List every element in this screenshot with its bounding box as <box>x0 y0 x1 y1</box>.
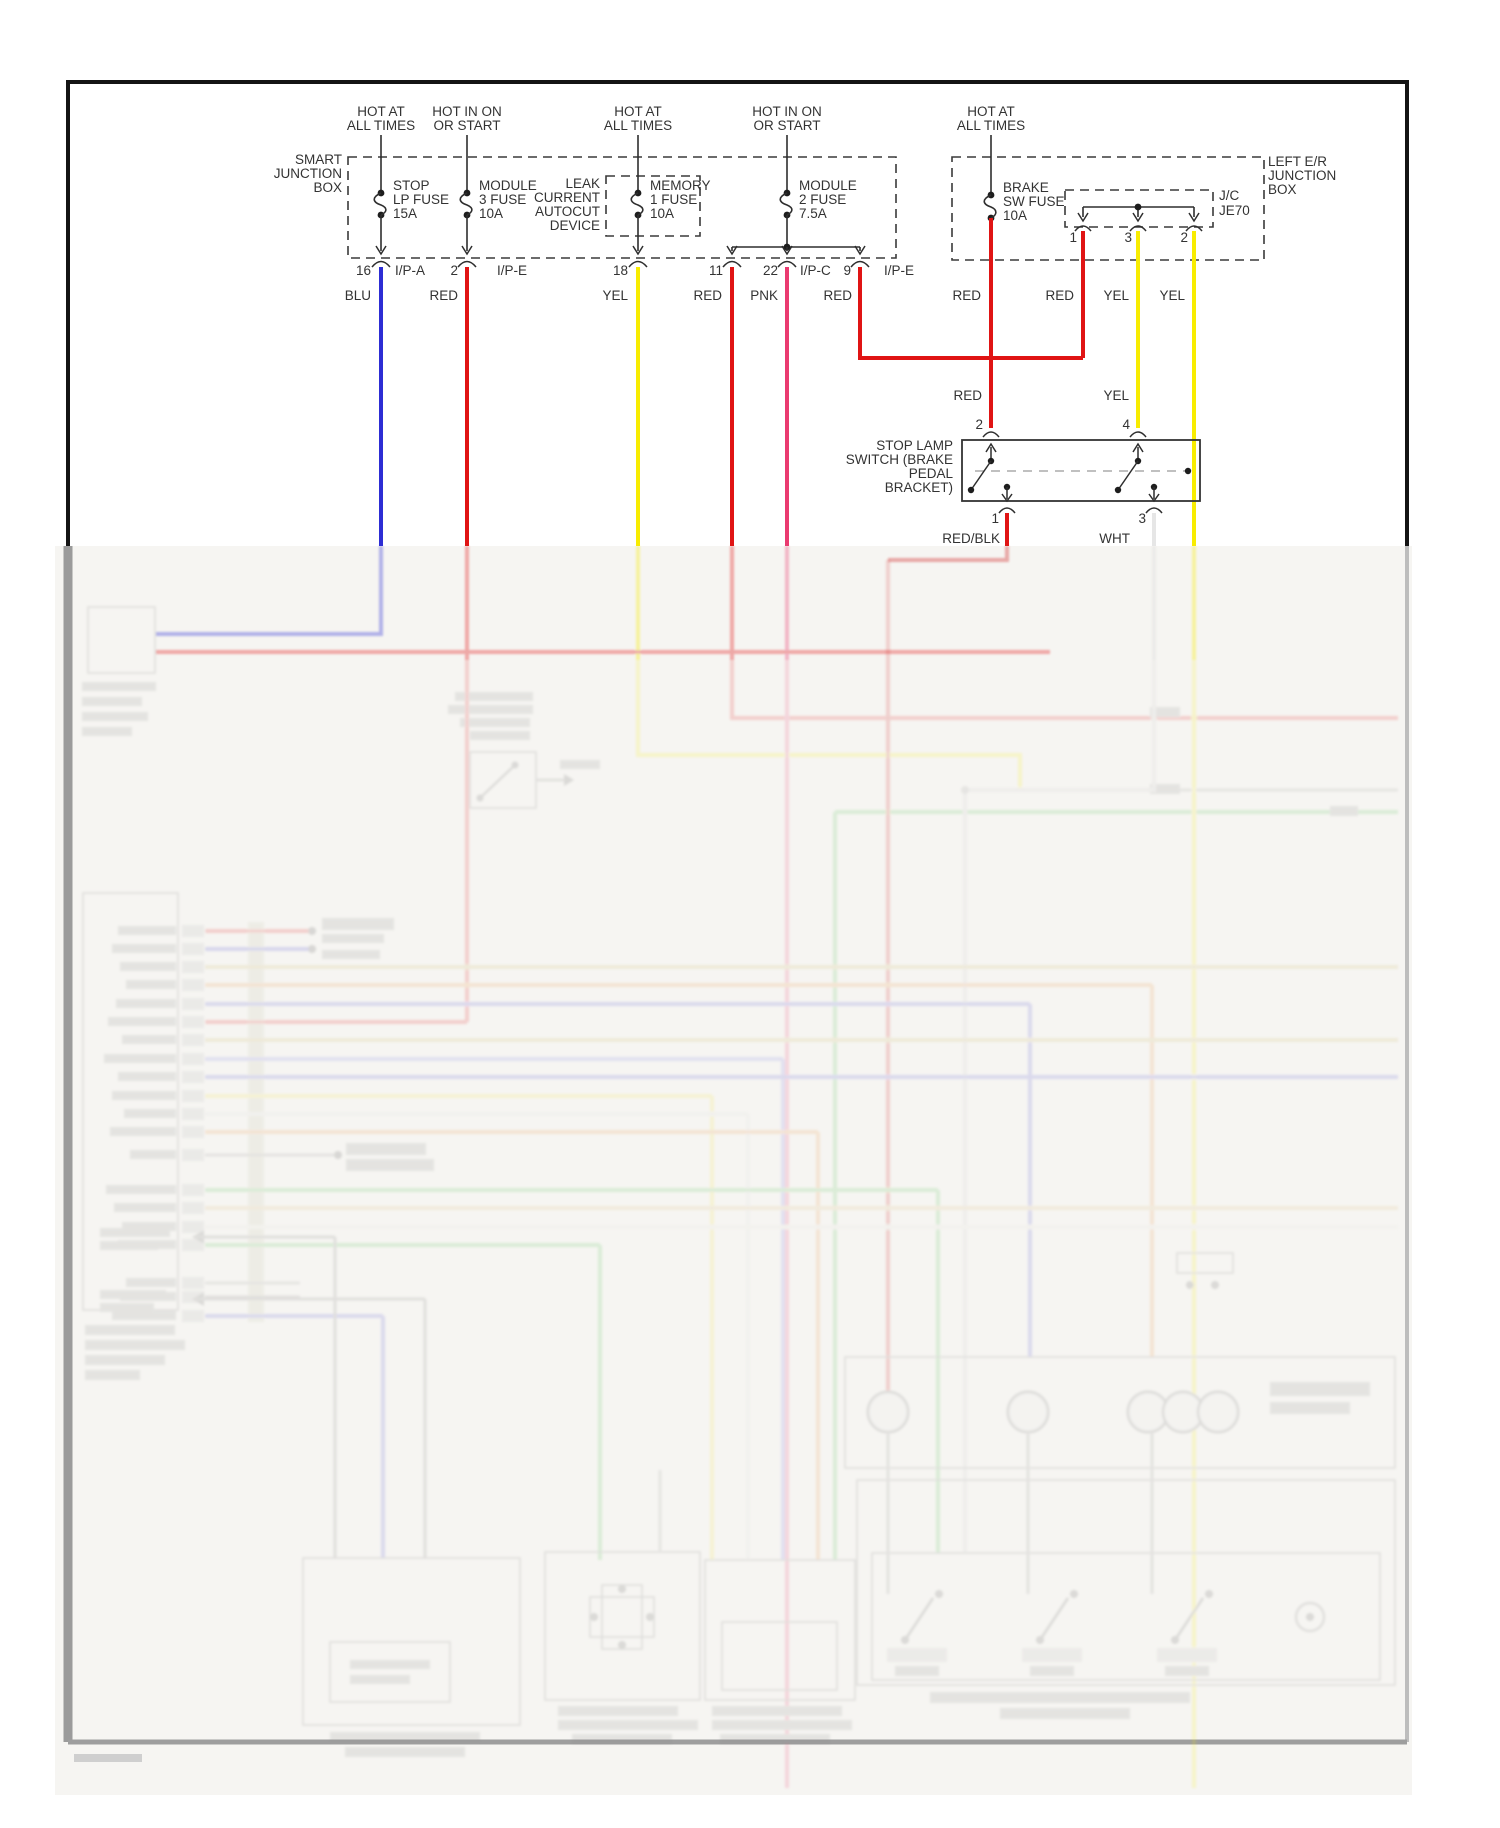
svg-text:3: 3 <box>1138 511 1146 526</box>
feed-brake-sw-fuse <box>952 104 1064 428</box>
svg-text:MODULE: MODULE <box>479 178 537 193</box>
svg-text:JUNCTION: JUNCTION <box>273 166 342 181</box>
svg-text:3: 3 <box>1124 230 1132 245</box>
svg-text:MODULE: MODULE <box>799 178 857 193</box>
svg-text:PEDAL: PEDAL <box>908 466 953 481</box>
svg-text:SWITCH (BRAKE: SWITCH (BRAKE <box>845 452 953 467</box>
jc-je70-label <box>1219 188 1250 218</box>
svg-text:STOP: STOP <box>393 178 430 193</box>
svg-text:RED: RED <box>952 288 981 303</box>
svg-text:YEL: YEL <box>1159 288 1185 303</box>
svg-text:OR START: OR START <box>433 118 501 133</box>
svg-text:RED: RED <box>1045 288 1074 303</box>
svg-text:HOT AT: HOT AT <box>357 104 405 119</box>
svg-text:10A: 10A <box>479 206 504 221</box>
svg-text:LEAK: LEAK <box>565 176 600 191</box>
svg-text:I/P-E: I/P-E <box>884 263 915 278</box>
jc-je70-internals <box>1045 204 1202 546</box>
svg-text:HOT IN ON: HOT IN ON <box>752 104 822 119</box>
svg-text:MEMORY: MEMORY <box>650 178 711 193</box>
svg-text:RED: RED <box>429 288 458 303</box>
page-border <box>68 82 1407 546</box>
svg-text:BLU: BLU <box>344 288 371 303</box>
label-red-blk: RED/BLK <box>942 531 1000 546</box>
svg-text:2: 2 <box>975 417 983 432</box>
svg-text:ALL TIMES: ALL TIMES <box>346 118 416 133</box>
svg-text:BOX: BOX <box>1268 182 1297 197</box>
svg-text:JUNCTION: JUNCTION <box>1268 168 1337 183</box>
svg-text:10A: 10A <box>1003 208 1028 223</box>
svg-text:STOP LAMP: STOP LAMP <box>876 438 953 453</box>
svg-text:10A: 10A <box>650 206 675 221</box>
svg-text:18: 18 <box>612 263 628 278</box>
svg-text:BRAKE: BRAKE <box>1003 180 1049 195</box>
svg-text:CURRENT: CURRENT <box>534 190 600 205</box>
svg-text:2: 2 <box>1180 230 1188 245</box>
svg-text:HOT AT: HOT AT <box>967 104 1015 119</box>
feed-module3-fuse <box>429 104 536 546</box>
svg-text:1: 1 <box>991 511 999 526</box>
svg-text:I/P-A: I/P-A <box>395 263 426 278</box>
smart-junction-box-label <box>274 152 342 195</box>
svg-text:PNK: PNK <box>750 288 778 303</box>
svg-text:15A: 15A <box>393 206 418 221</box>
svg-text:RED: RED <box>693 288 722 303</box>
svg-text:2 FUSE: 2 FUSE <box>799 192 847 207</box>
svg-text:3 FUSE: 3 FUSE <box>479 192 527 207</box>
wire-red-9 <box>860 267 1083 358</box>
svg-text:AUTOCUT: AUTOCUT <box>534 204 600 219</box>
svg-text:DEVICE: DEVICE <box>549 218 600 233</box>
feed-memory1-fuse <box>602 104 710 546</box>
svg-text:ALL TIMES: ALL TIMES <box>956 118 1026 133</box>
svg-text:LEFT E/R: LEFT E/R <box>1268 154 1328 169</box>
svg-text:YEL: YEL <box>602 288 628 303</box>
svg-text:JE70: JE70 <box>1219 203 1250 218</box>
svg-text:I/P-C: I/P-C <box>800 263 831 278</box>
svg-text:9: 9 <box>843 263 851 278</box>
svg-text:2: 2 <box>450 263 458 278</box>
svg-text:SMART: SMART <box>294 152 342 167</box>
label-yel-mid: YEL <box>1103 388 1129 403</box>
feed-stop-lp-fuse <box>345 104 449 546</box>
label-red-mid: RED <box>953 388 982 403</box>
svg-text:1: 1 <box>1069 230 1077 245</box>
svg-text:4: 4 <box>1122 417 1130 432</box>
label-wht: WHT <box>1099 531 1130 546</box>
svg-text:BRACKET): BRACKET) <box>884 480 953 495</box>
svg-text:YEL: YEL <box>1103 288 1129 303</box>
left-er-junction-box-label <box>1268 154 1336 197</box>
svg-text:RED: RED <box>823 288 852 303</box>
svg-text:ALL TIMES: ALL TIMES <box>603 118 673 133</box>
svg-text:I/P-E: I/P-E <box>497 263 528 278</box>
stop-lamp-switch <box>846 417 1200 546</box>
svg-text:BOX: BOX <box>313 180 342 195</box>
svg-text:LP FUSE: LP FUSE <box>393 192 450 207</box>
svg-text:HOT AT: HOT AT <box>614 104 662 119</box>
left-er-junction-box-outline <box>952 157 1264 260</box>
svg-text:16: 16 <box>355 263 371 278</box>
svg-text:11: 11 <box>708 263 723 278</box>
svg-text:1 FUSE: 1 FUSE <box>650 192 698 207</box>
svg-text:OR START: OR START <box>753 118 821 133</box>
leak-current-autocut-device-label <box>534 176 600 233</box>
svg-text:22: 22 <box>762 263 778 278</box>
svg-text:J/C: J/C <box>1219 188 1240 203</box>
svg-text:SW FUSE: SW FUSE <box>1003 194 1065 209</box>
svg-text:HOT IN ON: HOT IN ON <box>432 104 502 119</box>
svg-text:7.5A: 7.5A <box>799 206 827 221</box>
